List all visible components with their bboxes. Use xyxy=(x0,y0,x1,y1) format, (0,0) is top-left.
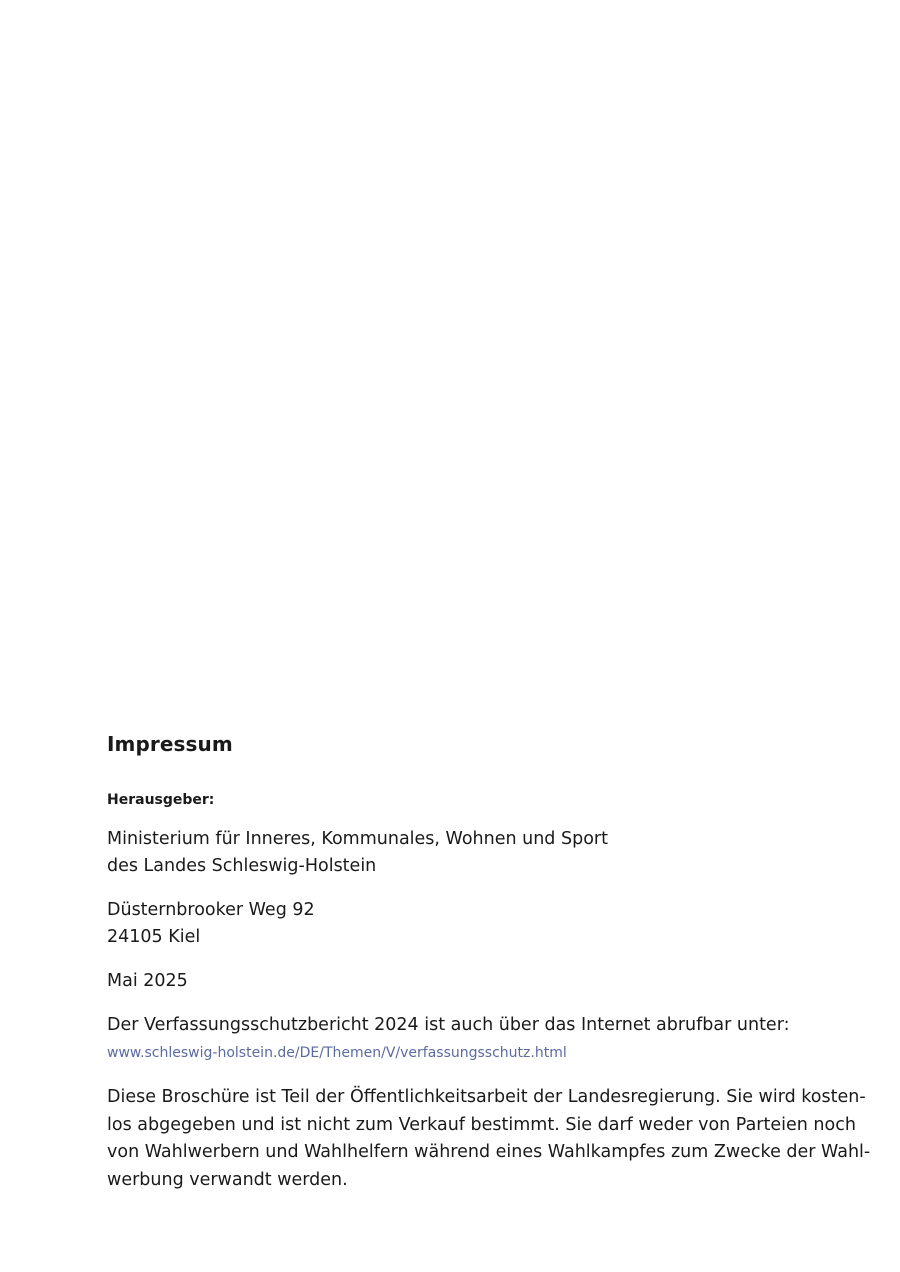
publication-date-text: Mai 2025 xyxy=(107,971,188,991)
publisher-label: Herausgeber: xyxy=(107,792,215,808)
notice-line: Diese Broschüre ist Teil der Öffentlichkeitsarbeit der Landesregierung. Sie wird kosten- xyxy=(107,1087,866,1107)
address-city: 24105 Kiel xyxy=(107,927,201,947)
address-street: Düsternbrooker Weg 92 xyxy=(107,900,315,920)
distribution-notice xyxy=(107,1084,871,1194)
ministry-name xyxy=(107,826,837,880)
internet-availability-text xyxy=(107,1012,837,1039)
notice-line: werbung verwandt werden. xyxy=(107,1169,348,1190)
notice-line: los abgegeben und ist nicht zum Verkauf bestimmt. Sie darf weder von Parteien noch xyxy=(107,1114,856,1135)
publication-date xyxy=(107,968,837,995)
ministry-line: Ministerium für Inneres, Kommunales, Wohnen und Sport xyxy=(107,829,608,849)
imprint-title: Impressum xyxy=(107,732,233,756)
imprint-section xyxy=(107,730,871,1190)
ministry-line: des Landes Schleswig-Holstein xyxy=(107,856,377,876)
postal-address xyxy=(107,897,837,951)
internet-text: Der Verfassungsschutzbericht 2024 ist auch über das Internet abrufbar unter: xyxy=(107,1015,790,1035)
report-url-link[interactable]: www.schleswig-holstein.de/DE/Themen/V/verfassungsschutz.html xyxy=(107,1045,567,1061)
notice-line: von Wahlwerbern und Wahlhelfern während eines Wahlkampfes zum Zwecke der Wahl- xyxy=(107,1142,871,1162)
